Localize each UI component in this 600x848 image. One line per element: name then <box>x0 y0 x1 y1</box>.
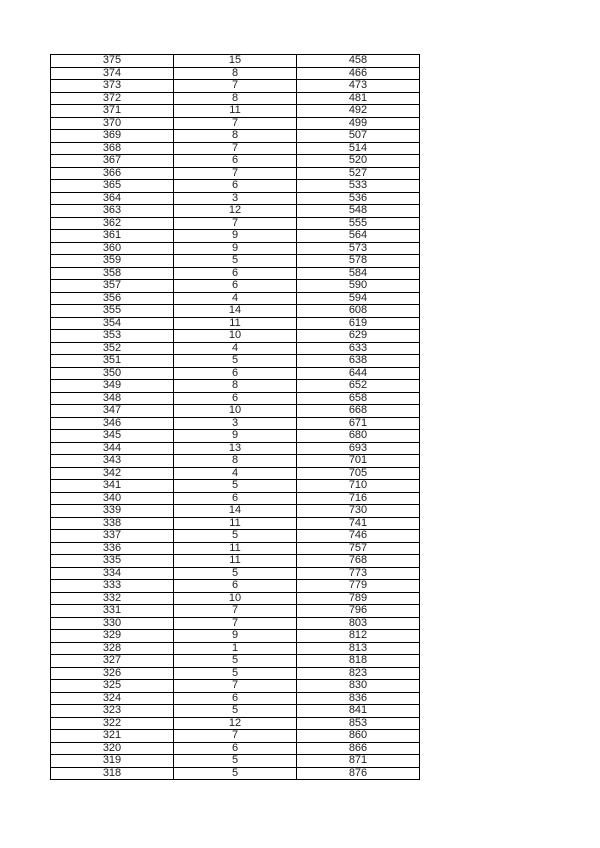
score-cell: 318 <box>51 767 174 780</box>
cumulative-cell: 779 <box>297 580 420 593</box>
table-row <box>51 305 420 318</box>
count-cell: 4 <box>174 292 297 305</box>
count-cell: 6 <box>174 155 297 168</box>
table-row <box>51 742 420 755</box>
cumulative-cell: 668 <box>297 405 420 418</box>
score-table-body <box>51 55 420 780</box>
cumulative-cell: 789 <box>297 592 420 605</box>
count-cell: 13 <box>174 442 297 455</box>
table-row <box>51 705 420 718</box>
score-cell: 326 <box>51 667 174 680</box>
count-cell: 14 <box>174 305 297 318</box>
count-cell: 8 <box>174 380 297 393</box>
count-cell: 15 <box>174 55 297 68</box>
cumulative-cell: 746 <box>297 530 420 543</box>
table-row <box>51 130 420 143</box>
table-row <box>51 117 420 130</box>
cumulative-cell: 730 <box>297 505 420 518</box>
count-cell: 7 <box>174 617 297 630</box>
table-row <box>51 530 420 543</box>
table-row <box>51 355 420 368</box>
table-row <box>51 380 420 393</box>
table-row <box>51 180 420 193</box>
table-row <box>51 230 420 243</box>
score-cell: 368 <box>51 142 174 155</box>
cumulative-cell: 741 <box>297 517 420 530</box>
table-row <box>51 630 420 643</box>
count-cell: 7 <box>174 167 297 180</box>
cumulative-cell: 710 <box>297 480 420 493</box>
cumulative-cell: 499 <box>297 117 420 130</box>
score-cell: 348 <box>51 392 174 405</box>
score-cell: 366 <box>51 167 174 180</box>
table-row <box>51 205 420 218</box>
score-cell: 346 <box>51 417 174 430</box>
table-row <box>51 80 420 93</box>
score-cell: 331 <box>51 605 174 618</box>
cumulative-cell: 573 <box>297 242 420 255</box>
cumulative-cell: 871 <box>297 755 420 768</box>
cumulative-cell: 812 <box>297 630 420 643</box>
score-cell: 369 <box>51 130 174 143</box>
cumulative-cell: 671 <box>297 417 420 430</box>
score-cell: 339 <box>51 505 174 518</box>
cumulative-cell: 514 <box>297 142 420 155</box>
count-cell: 6 <box>174 580 297 593</box>
count-cell: 6 <box>174 367 297 380</box>
cumulative-cell: 584 <box>297 267 420 280</box>
cumulative-cell: 658 <box>297 392 420 405</box>
cumulative-cell: 803 <box>297 617 420 630</box>
score-cell: 375 <box>51 55 174 68</box>
cumulative-cell: 633 <box>297 342 420 355</box>
score-cell: 351 <box>51 355 174 368</box>
cumulative-cell: 841 <box>297 705 420 718</box>
count-cell: 4 <box>174 342 297 355</box>
cumulative-cell: 466 <box>297 67 420 80</box>
table-row <box>51 405 420 418</box>
score-cell: 352 <box>51 342 174 355</box>
table-row <box>51 280 420 293</box>
table-row <box>51 517 420 530</box>
table-row <box>51 192 420 205</box>
cumulative-cell: 693 <box>297 442 420 455</box>
score-cell: 325 <box>51 680 174 693</box>
cumulative-cell: 533 <box>297 180 420 193</box>
table-row <box>51 92 420 105</box>
cumulative-cell: 594 <box>297 292 420 305</box>
table-row <box>51 555 420 568</box>
count-cell: 7 <box>174 605 297 618</box>
score-cell: 336 <box>51 542 174 555</box>
score-cell: 319 <box>51 755 174 768</box>
count-cell: 6 <box>174 267 297 280</box>
score-cell: 344 <box>51 442 174 455</box>
count-cell: 7 <box>174 680 297 693</box>
score-cell: 328 <box>51 642 174 655</box>
score-cell: 335 <box>51 555 174 568</box>
cumulative-cell: 458 <box>297 55 420 68</box>
score-cell: 360 <box>51 242 174 255</box>
table-row <box>51 255 420 268</box>
score-cell: 358 <box>51 267 174 280</box>
cumulative-cell: 716 <box>297 492 420 505</box>
count-cell: 14 <box>174 505 297 518</box>
count-cell: 5 <box>174 667 297 680</box>
score-cell: 342 <box>51 467 174 480</box>
cumulative-cell: 652 <box>297 380 420 393</box>
cumulative-cell: 492 <box>297 105 420 118</box>
count-cell: 5 <box>174 705 297 718</box>
score-cell: 329 <box>51 630 174 643</box>
count-cell: 7 <box>174 80 297 93</box>
count-cell: 6 <box>174 692 297 705</box>
cumulative-cell: 860 <box>297 730 420 743</box>
score-cell: 361 <box>51 230 174 243</box>
table-row <box>51 492 420 505</box>
cumulative-cell: 578 <box>297 255 420 268</box>
table-row <box>51 655 420 668</box>
cumulative-cell: 590 <box>297 280 420 293</box>
table-row <box>51 692 420 705</box>
count-cell: 6 <box>174 742 297 755</box>
score-cell: 347 <box>51 405 174 418</box>
count-cell: 11 <box>174 105 297 118</box>
table-row <box>51 342 420 355</box>
score-cell: 343 <box>51 455 174 468</box>
cumulative-cell: 830 <box>297 680 420 693</box>
cumulative-cell: 866 <box>297 742 420 755</box>
cumulative-cell: 768 <box>297 555 420 568</box>
cumulative-cell: 680 <box>297 430 420 443</box>
count-cell: 3 <box>174 417 297 430</box>
score-cell: 363 <box>51 205 174 218</box>
table-row <box>51 567 420 580</box>
table-row <box>51 430 420 443</box>
cumulative-cell: 773 <box>297 567 420 580</box>
table-row <box>51 217 420 230</box>
table-row <box>51 417 420 430</box>
count-cell: 5 <box>174 655 297 668</box>
score-cell: 374 <box>51 67 174 80</box>
table-row <box>51 267 420 280</box>
table-row <box>51 455 420 468</box>
count-cell: 12 <box>174 205 297 218</box>
cumulative-cell: 644 <box>297 367 420 380</box>
count-cell: 5 <box>174 480 297 493</box>
cumulative-cell: 876 <box>297 767 420 780</box>
count-cell: 11 <box>174 517 297 530</box>
cumulative-cell: 507 <box>297 130 420 143</box>
score-cell: 356 <box>51 292 174 305</box>
count-cell: 10 <box>174 330 297 343</box>
count-cell: 6 <box>174 280 297 293</box>
count-cell: 11 <box>174 555 297 568</box>
count-cell: 5 <box>174 567 297 580</box>
table-row <box>51 617 420 630</box>
count-cell: 11 <box>174 317 297 330</box>
cumulative-cell: 701 <box>297 455 420 468</box>
count-cell: 6 <box>174 180 297 193</box>
cumulative-cell: 836 <box>297 692 420 705</box>
score-cell: 367 <box>51 155 174 168</box>
cumulative-cell: 813 <box>297 642 420 655</box>
cumulative-cell: 564 <box>297 230 420 243</box>
count-cell: 8 <box>174 130 297 143</box>
table-row <box>51 55 420 68</box>
cumulative-cell: 555 <box>297 217 420 230</box>
score-cell: 355 <box>51 305 174 318</box>
score-cell: 349 <box>51 380 174 393</box>
count-cell: 5 <box>174 530 297 543</box>
score-cell: 333 <box>51 580 174 593</box>
score-table <box>50 54 420 780</box>
table-row <box>51 667 420 680</box>
table-row <box>51 505 420 518</box>
table-row <box>51 105 420 118</box>
table-row <box>51 242 420 255</box>
count-cell: 8 <box>174 67 297 80</box>
table-row <box>51 142 420 155</box>
cumulative-cell: 629 <box>297 330 420 343</box>
table-row <box>51 542 420 555</box>
count-cell: 3 <box>174 192 297 205</box>
score-cell: 322 <box>51 717 174 730</box>
table-row <box>51 442 420 455</box>
count-cell: 9 <box>174 230 297 243</box>
table-row <box>51 767 420 780</box>
score-cell: 372 <box>51 92 174 105</box>
cumulative-cell: 853 <box>297 717 420 730</box>
count-cell: 9 <box>174 242 297 255</box>
score-cell: 332 <box>51 592 174 605</box>
count-cell: 6 <box>174 492 297 505</box>
table-row <box>51 367 420 380</box>
count-cell: 9 <box>174 430 297 443</box>
count-cell: 10 <box>174 592 297 605</box>
cumulative-cell: 757 <box>297 542 420 555</box>
cumulative-cell: 481 <box>297 92 420 105</box>
count-cell: 8 <box>174 455 297 468</box>
score-cell: 324 <box>51 692 174 705</box>
score-cell: 327 <box>51 655 174 668</box>
score-cell: 323 <box>51 705 174 718</box>
score-cell: 362 <box>51 217 174 230</box>
count-cell: 5 <box>174 767 297 780</box>
table-row <box>51 67 420 80</box>
table-row <box>51 330 420 343</box>
count-cell: 9 <box>174 630 297 643</box>
count-cell: 7 <box>174 730 297 743</box>
cumulative-cell: 705 <box>297 467 420 480</box>
cumulative-cell: 608 <box>297 305 420 318</box>
score-cell: 340 <box>51 492 174 505</box>
count-cell: 10 <box>174 405 297 418</box>
score-cell: 357 <box>51 280 174 293</box>
count-cell: 5 <box>174 255 297 268</box>
score-cell: 330 <box>51 617 174 630</box>
count-cell: 12 <box>174 717 297 730</box>
count-cell: 7 <box>174 142 297 155</box>
cumulative-cell: 536 <box>297 192 420 205</box>
table-row <box>51 580 420 593</box>
cumulative-cell: 818 <box>297 655 420 668</box>
count-cell: 1 <box>174 642 297 655</box>
table-row <box>51 155 420 168</box>
cumulative-cell: 796 <box>297 605 420 618</box>
cumulative-cell: 527 <box>297 167 420 180</box>
score-cell: 337 <box>51 530 174 543</box>
cumulative-cell: 823 <box>297 667 420 680</box>
score-cell: 373 <box>51 80 174 93</box>
score-cell: 345 <box>51 430 174 443</box>
score-cell: 353 <box>51 330 174 343</box>
count-cell: 8 <box>174 92 297 105</box>
count-cell: 11 <box>174 542 297 555</box>
score-cell: 364 <box>51 192 174 205</box>
score-cell: 341 <box>51 480 174 493</box>
score-cell: 320 <box>51 742 174 755</box>
score-cell: 321 <box>51 730 174 743</box>
score-cell: 354 <box>51 317 174 330</box>
score-cell: 359 <box>51 255 174 268</box>
score-cell: 350 <box>51 367 174 380</box>
cumulative-cell: 473 <box>297 80 420 93</box>
table-row <box>51 730 420 743</box>
table-row <box>51 717 420 730</box>
cumulative-cell: 548 <box>297 205 420 218</box>
count-cell: 5 <box>174 355 297 368</box>
table-row <box>51 480 420 493</box>
score-cell: 365 <box>51 180 174 193</box>
cumulative-cell: 619 <box>297 317 420 330</box>
table-row <box>51 680 420 693</box>
score-cell: 338 <box>51 517 174 530</box>
table-row <box>51 292 420 305</box>
table-row <box>51 755 420 768</box>
table-row <box>51 605 420 618</box>
score-cell: 371 <box>51 105 174 118</box>
score-cell: 334 <box>51 567 174 580</box>
table-row <box>51 317 420 330</box>
count-cell: 6 <box>174 392 297 405</box>
count-cell: 5 <box>174 755 297 768</box>
count-cell: 7 <box>174 117 297 130</box>
count-cell: 4 <box>174 467 297 480</box>
table-row <box>51 467 420 480</box>
cumulative-cell: 520 <box>297 155 420 168</box>
table-row <box>51 167 420 180</box>
score-cell: 370 <box>51 117 174 130</box>
table-row <box>51 592 420 605</box>
cumulative-cell: 638 <box>297 355 420 368</box>
count-cell: 7 <box>174 217 297 230</box>
table-row <box>51 392 420 405</box>
table-row <box>51 642 420 655</box>
